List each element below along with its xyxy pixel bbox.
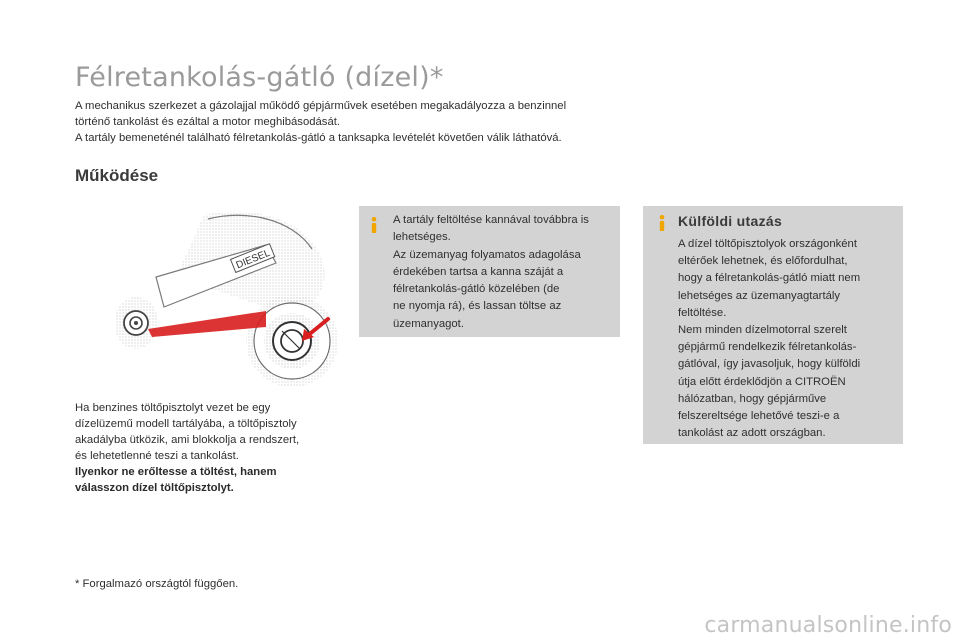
body-line: Ha benzines töltőpisztolyt vezet be egy: [75, 402, 271, 414]
travel-abroad-title: Külföldi utazás: [678, 213, 783, 229]
tank-refill-info-box: [359, 206, 620, 337]
travel-abroad-info-box: [643, 206, 903, 444]
page-title: Félretankolás-gátló (dízel)*: [75, 62, 444, 93]
footnote: * Forgalmazó országtól függően.: [75, 578, 239, 590]
intro-line: A mechanikus szerkezet a gázolajjal működő gépjárművek esetében megakadályozza a benzinnel: [75, 100, 567, 112]
body-line: dízelüzemű modell tartályába, a töltőpisztoly: [75, 418, 297, 430]
intro-paragraph: [75, 98, 635, 146]
box-line: Nem minden dízelmotorral szerelt: [678, 324, 847, 337]
box-line: lehetséges.: [393, 231, 451, 244]
info-icon: [654, 214, 670, 232]
box-line: üzemanyagot.: [393, 317, 464, 330]
box-line: felszereltsége lehetővé teszi-e a: [678, 410, 840, 423]
box-line: útja előtt érdeklődjön a CITROËN: [678, 375, 846, 388]
box-line: feltöltése.: [678, 306, 727, 319]
box-line: érdekében tartsa a kanna száját a: [393, 265, 564, 278]
intro-line: történő tankolást és ezáltal a motor meghibásodását.: [75, 116, 341, 128]
box-line: lehetséges az üzemanyagtartály: [678, 289, 841, 302]
left-filler-neck: [116, 297, 158, 349]
box-line: hogy a félretankolás-gátló miatt nem: [678, 272, 861, 285]
operation-description: [75, 400, 340, 496]
box-line: tankolást az adott országban.: [678, 427, 826, 440]
intro-line: A tartály bemeneténél található félretankolás-gátló a tanksapka levételét követően válik láthatóvá.: [75, 132, 562, 144]
box-line: A tartály feltöltése kannával továbbra is: [393, 214, 589, 226]
box-line: ne nyomja rá), és lassan töltse az: [393, 300, 562, 313]
body-line: és lehetetlenné teszi a tankolást.: [75, 450, 239, 462]
box-line: gépjármű rendelkezik félretankolás-: [678, 341, 857, 354]
box-line: félretankolás-gátló közelében (de: [393, 283, 560, 296]
body-line: akadályba ütközik, ami blokkolja a rendszert,: [75, 434, 300, 446]
box-line: A dízel töltőpisztolyok országonként: [678, 238, 857, 250]
zoomed-filler-neck: [246, 295, 338, 387]
box-line: gátlóval, így javasoljuk, hogy külföldi: [678, 358, 861, 371]
box-line: hálózatban, hogy gépjárműve: [678, 392, 827, 405]
warning-line: válasszon dízel töltőpisztolyt.: [75, 482, 234, 494]
section-heading: Működése: [75, 166, 159, 185]
box-line: eltérőek lehetnek, és előfordulhat,: [678, 255, 848, 268]
warning-line: Ilyenkor ne erőltesse a töltést, hanem: [75, 466, 277, 478]
watermark: carmanualsonline.info: [704, 613, 952, 638]
fuel-inlet-illustration: [116, 207, 338, 389]
diesel-label-text: DIESEL: [234, 247, 272, 272]
info-icon: [366, 216, 382, 234]
travel-abroad-text: [678, 236, 860, 442]
tank-refill-text: [393, 212, 589, 333]
box-line: Az üzemanyag folyamatos adagolása: [393, 248, 581, 261]
